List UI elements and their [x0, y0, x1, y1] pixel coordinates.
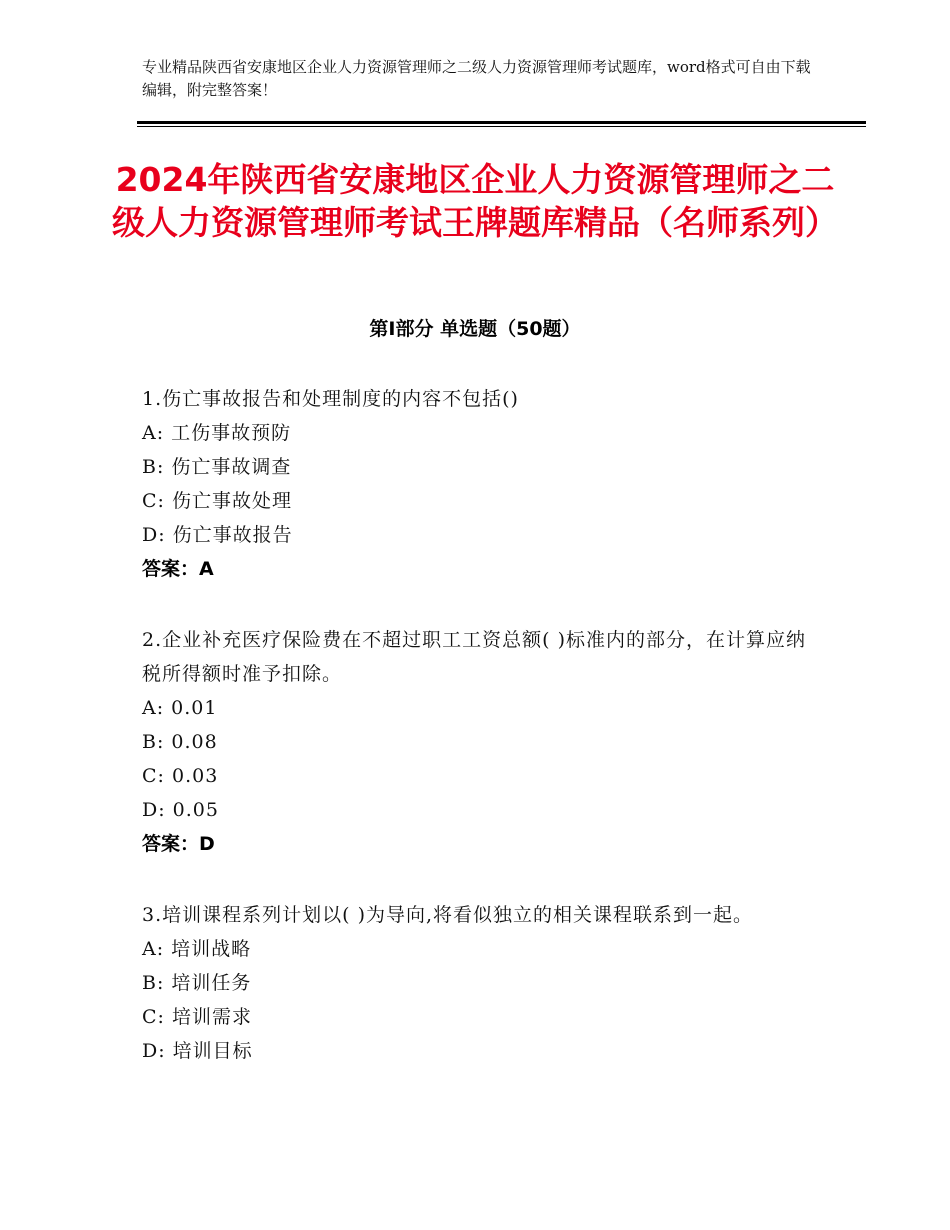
option-c: C: 0.03: [142, 765, 219, 787]
question-stem: 1.伤亡事故报告和处理制度的内容不包括(): [142, 388, 519, 410]
answer-line: 答案：A: [142, 558, 214, 580]
question-stem: 2.企业补充医疗保险费在不超过职工工资总额( )标准内的部分，在计算应纳税所得额时准予扣除。: [142, 629, 806, 685]
document-title: 2024年陕西省安康地区企业人力资源管理师之二级人力资源管理师考试王牌题库精品（名师系列）: [112, 160, 838, 242]
option-b: B: 培训任务: [142, 972, 252, 994]
question-stem: 3.培训课程系列计划以( )为导向,将看似独立的相关课程联系到一起。: [142, 904, 754, 926]
option-b: B: 0.08: [142, 731, 218, 753]
option-d: D: 伤亡事故报告: [142, 524, 293, 546]
question-2: [142, 623, 814, 861]
section-title: 第Ⅰ部分 单选题（50题）: [369, 318, 581, 340]
option-c: C: 伤亡事故处理: [142, 490, 292, 512]
question-3: [142, 898, 814, 1068]
answer-line: 答案：D: [142, 833, 215, 855]
header-divider: [137, 121, 866, 124]
option-a: A: 0.01: [142, 697, 218, 719]
option-d: D: 0.05: [142, 799, 219, 821]
question-list: [142, 382, 814, 1105]
option-d: D: 培训目标: [142, 1040, 253, 1062]
option-a: A: 培训战略: [142, 938, 252, 960]
option-a: A: 工伤事故预防: [142, 422, 292, 444]
question-1: [142, 382, 814, 586]
option-c: C: 培训需求: [142, 1006, 252, 1028]
header-note: 专业精品陕西省安康地区企业人力资源管理师之二级人力资源管理师考试题库，word格式可自由下载编辑，附完整答案！: [142, 58, 811, 99]
option-b: B: 伤亡事故调查: [142, 456, 292, 478]
